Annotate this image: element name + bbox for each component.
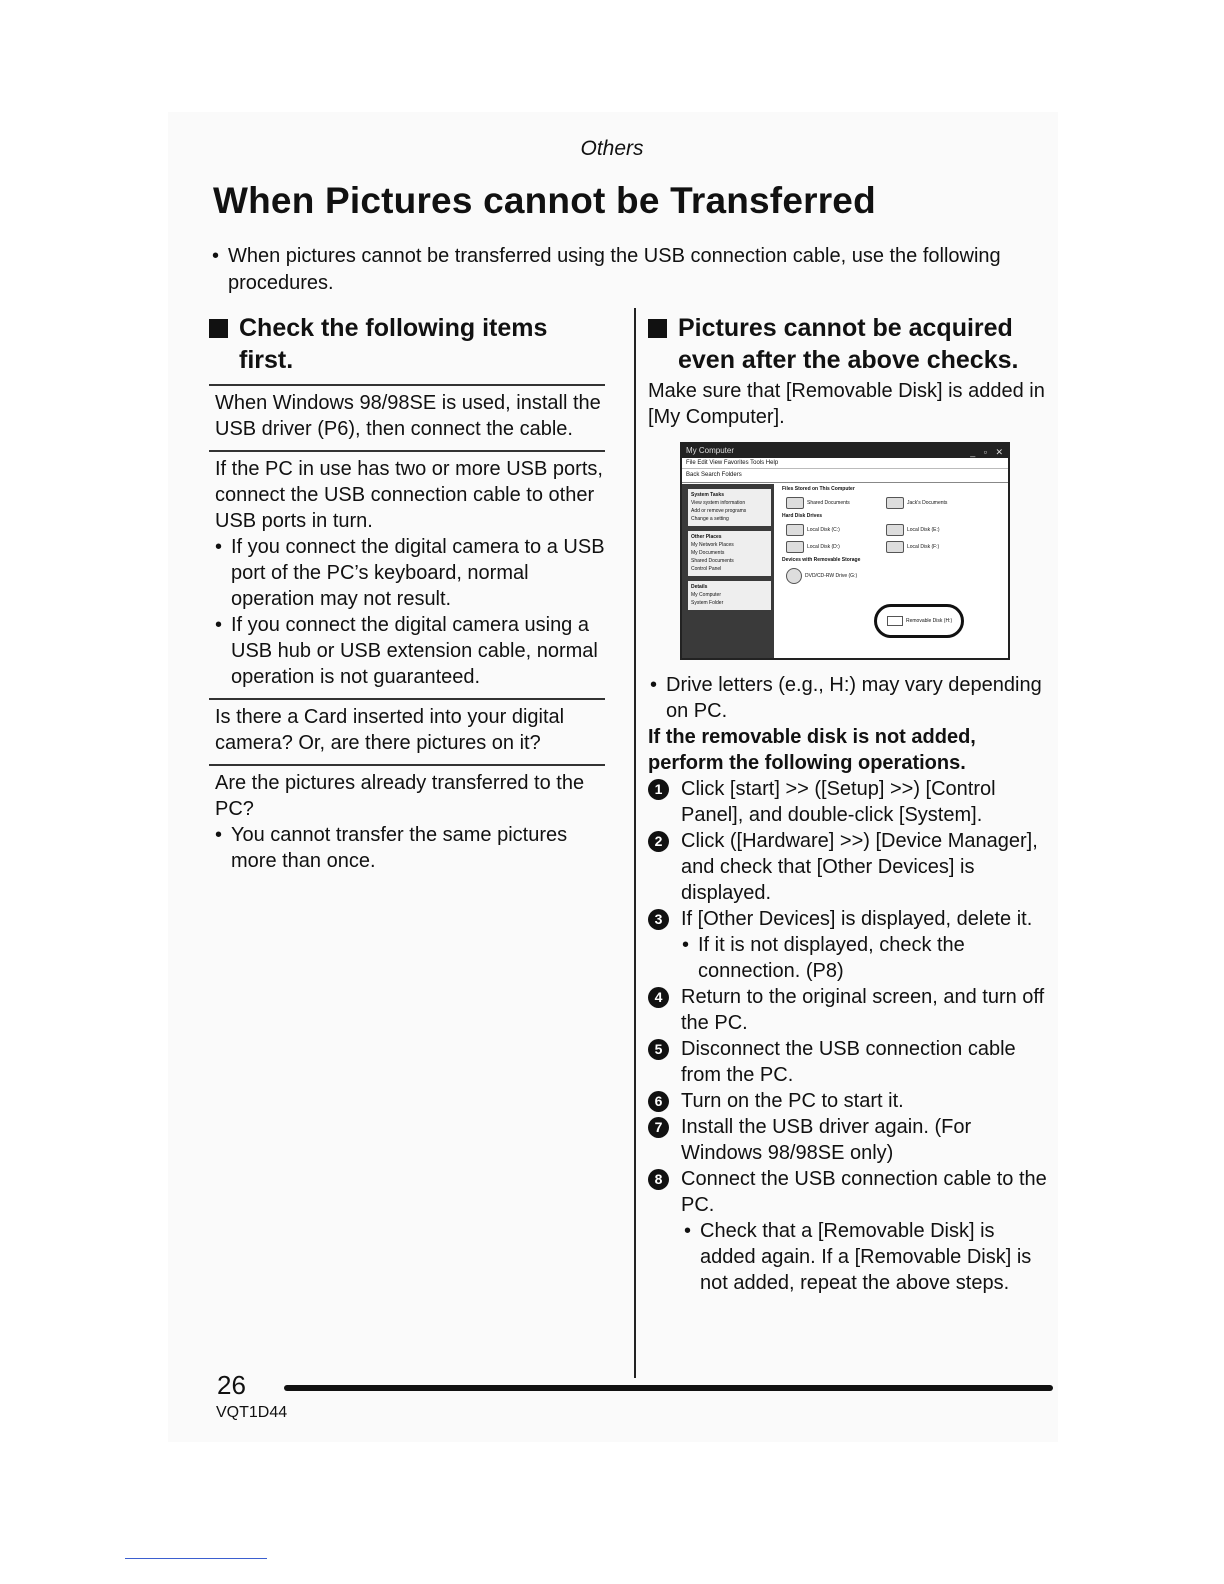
group-heading: Devices with Removable Storage bbox=[782, 557, 861, 563]
section-label: Others bbox=[580, 137, 644, 160]
window-controls-icon: _ ▫ ✕ bbox=[970, 447, 1006, 457]
left-heading-line2: first. bbox=[239, 346, 294, 374]
step-number-icon: 8 bbox=[648, 1169, 669, 1190]
panel-title: Details bbox=[691, 584, 708, 590]
square-bullet-icon bbox=[648, 319, 667, 338]
task-link: Change a setting bbox=[691, 516, 729, 522]
step-item bbox=[648, 906, 1053, 932]
check-text: When Windows 98/98SE is used, install the USB driver (P6), then connect the cable. bbox=[215, 392, 601, 440]
page-number: 26 bbox=[217, 1370, 246, 1400]
right-heading bbox=[648, 312, 1053, 376]
check-bullet: If you connect the digital camera to a USB port of the PC’s keyboard, normal operation may not result. bbox=[231, 536, 605, 610]
step-text: Click ([Hardware] >>) [Device Manager], and check that [Other Devices] is displayed. bbox=[681, 830, 1038, 904]
place-link: Shared Documents bbox=[691, 558, 734, 564]
shared-documents-item: Shared Documents bbox=[786, 497, 886, 509]
place-link: My Network Places bbox=[691, 542, 734, 548]
bullet-icon: • bbox=[650, 674, 658, 696]
window-menubar: File Edit View Favorites Tools Help bbox=[682, 458, 1008, 469]
step-item bbox=[648, 1114, 1053, 1166]
left-heading bbox=[209, 312, 605, 376]
group-heading: Files Stored on This Computer bbox=[782, 486, 855, 492]
bold-note: If the removable disk is not added, perform the following operations. bbox=[648, 726, 976, 774]
hard-drive-icon bbox=[786, 541, 804, 553]
removable-drive-icon bbox=[887, 616, 903, 626]
step-number-icon: 2 bbox=[648, 831, 669, 852]
right-intro: Make sure that [Removable Disk] is added in [My Computer]. bbox=[648, 380, 1045, 428]
cd-drive-icon bbox=[786, 568, 802, 584]
place-link: Control Panel bbox=[691, 566, 722, 572]
footer-rule bbox=[284, 1385, 1053, 1391]
step-text: If [Other Devices] is displayed, delete it. bbox=[681, 908, 1033, 930]
left-heading-line1: Check the following items bbox=[239, 314, 548, 342]
files-pane bbox=[782, 484, 1004, 658]
disk-f-item: Local Disk (F:) bbox=[886, 541, 986, 553]
bullet-icon: • bbox=[215, 614, 223, 636]
check-bullet: If you connect the digital camera using a USB hub or USB extension cable, normal operation is not guaranteed. bbox=[231, 614, 598, 688]
detail-line: My Computer bbox=[691, 592, 722, 598]
check-item-usb-ports bbox=[209, 450, 605, 698]
column-divider bbox=[634, 308, 636, 1378]
check-bullet: You cannot transfer the same pictures more than once. bbox=[231, 824, 568, 872]
place-link: My Documents bbox=[691, 550, 725, 556]
page-title: When Pictures cannot be Transferred bbox=[213, 180, 876, 221]
disk-d-item: Local Disk (D:) bbox=[786, 541, 886, 553]
detail-line: System Folder bbox=[691, 600, 724, 606]
hard-drive-icon bbox=[886, 524, 904, 536]
disk-c-item: Local Disk (C:) bbox=[786, 524, 886, 536]
step-text: Turn on the PC to start it. bbox=[681, 1090, 904, 1112]
step-text: Click [start] >> ([Setup] >>) [Control Panel], and double-click [System]. bbox=[681, 778, 996, 826]
step-number-icon: 6 bbox=[648, 1091, 669, 1112]
right-heading-line1: Pictures cannot be acquired bbox=[678, 314, 1013, 342]
hard-drive-icon bbox=[886, 541, 904, 553]
step-item bbox=[648, 828, 1053, 906]
step-text: Install the USB driver again. (For Windows 98/98SE only) bbox=[681, 1116, 972, 1164]
check-text: If the PC in use has two or more USB ports, connect the USB connection cable to other USB ports in turn. bbox=[215, 458, 603, 532]
panel-title: System Tasks bbox=[691, 492, 724, 498]
panel-title: Other Places bbox=[691, 534, 722, 540]
my-computer-screenshot bbox=[680, 442, 1010, 660]
footnote-rule bbox=[125, 1558, 267, 1559]
square-bullet-icon bbox=[209, 319, 228, 338]
window-toolbar: Back Search Folders bbox=[682, 469, 1008, 483]
disk-e-item: Local Disk (E:) bbox=[886, 524, 986, 536]
right-heading-line2: even after the above checks. bbox=[678, 346, 1019, 374]
details-panel bbox=[688, 581, 771, 610]
group-heading: Hard Disk Drives bbox=[782, 513, 823, 519]
intro-text bbox=[212, 243, 1042, 297]
check-item-already-transferred bbox=[209, 764, 605, 882]
step-subnote: • Check that a [Removable Disk] is added again. If a [Removable Disk] is not added, repeat the above steps. bbox=[684, 1220, 1032, 1294]
step-number-icon: 5 bbox=[648, 1039, 669, 1060]
system-tasks-panel bbox=[688, 489, 771, 526]
check-item-windows-driver bbox=[209, 384, 605, 450]
check-text: Is there a Card inserted into your digital camera? Or, are there pictures on it? bbox=[215, 706, 565, 754]
task-link: Add or remove programs bbox=[691, 508, 747, 514]
dvd-drive-item: DVD/CD-RW Drive (G:) bbox=[786, 568, 886, 584]
removable-disk-highlight: Removable Disk (H:) bbox=[874, 604, 964, 638]
check-text: Are the pictures already transferred to the PC? bbox=[215, 772, 585, 820]
folder-icon bbox=[886, 497, 904, 509]
window-title: My Computer bbox=[686, 446, 735, 455]
check-item-card bbox=[209, 698, 605, 764]
intro-sentence: When pictures cannot be transferred using the USB connection cable, use the following procedures. bbox=[228, 245, 1001, 294]
task-link: View system information bbox=[691, 500, 746, 506]
user-documents-item: Jack's Documents bbox=[886, 497, 986, 509]
other-places-panel bbox=[688, 531, 771, 576]
steps-list bbox=[648, 776, 1053, 1296]
bullet-icon: • bbox=[684, 1220, 692, 1242]
step-subnote: • If it is not displayed, check the connection. (P8) bbox=[682, 934, 965, 982]
step-text: Connect the USB connection cable to the PC. bbox=[681, 1168, 1047, 1216]
step-item bbox=[648, 984, 1053, 1036]
right-column bbox=[648, 312, 1053, 1296]
hard-drive-icon bbox=[786, 524, 804, 536]
folder-icon bbox=[786, 497, 804, 509]
bullet-icon: • bbox=[215, 536, 223, 558]
step-number-icon: 1 bbox=[648, 779, 669, 800]
bullet-icon: • bbox=[215, 824, 223, 846]
window-titlebar bbox=[682, 444, 1008, 458]
step-text: Disconnect the USB connection cable from the PC. bbox=[681, 1038, 1016, 1086]
bullet-icon: • bbox=[682, 934, 690, 956]
step-text: Return to the original screen, and turn off the PC. bbox=[681, 986, 1045, 1034]
document-code: VQT1D44 bbox=[216, 1404, 288, 1421]
step-number-icon: 3 bbox=[648, 909, 669, 930]
left-column bbox=[209, 312, 605, 882]
step-number-icon: 7 bbox=[648, 1117, 669, 1138]
step-item bbox=[648, 1166, 1053, 1218]
step-number-icon: 4 bbox=[648, 987, 669, 1008]
step-item bbox=[648, 1036, 1053, 1088]
step-item bbox=[648, 776, 1053, 828]
task-pane bbox=[682, 484, 774, 658]
step-item bbox=[648, 1088, 1053, 1114]
drive-letter-note: Drive letters (e.g., H:) may vary depending on PC. bbox=[666, 674, 1042, 722]
bullet-icon: • bbox=[212, 245, 220, 267]
